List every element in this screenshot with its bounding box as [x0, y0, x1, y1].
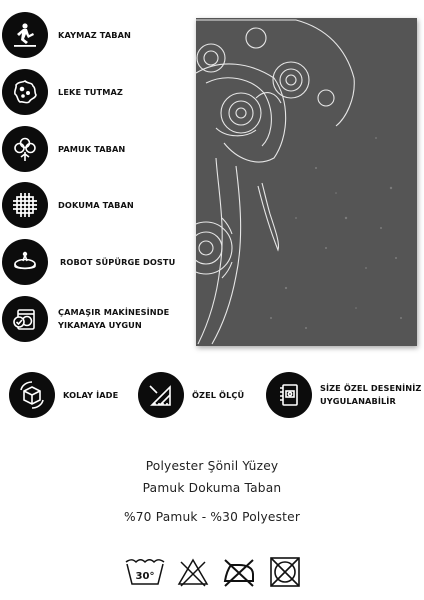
elephant-mandala-rug-image	[196, 18, 417, 346]
feature-cotton	[2, 126, 125, 172]
robot-vacuum-icon	[2, 239, 48, 285]
feature-label: KOLAY İADE	[63, 389, 119, 400]
do-not-bleach-icon	[176, 556, 210, 588]
material-base-text: Pamuk Dokuma Taban	[142, 481, 282, 495]
wash-30-icon	[124, 556, 166, 588]
stain-resistant-icon	[2, 69, 48, 115]
feature-label: LEKE TUTMAZ	[58, 86, 123, 97]
feature-custom-size	[138, 372, 244, 418]
feature-label: DOKUMA TABAN	[58, 199, 134, 210]
feature-anti-slip	[2, 12, 131, 58]
do-not-tumble-dry-icon	[268, 556, 302, 588]
cotton-icon	[2, 126, 48, 172]
feature-easy-return	[9, 372, 118, 418]
do-not-iron-icon	[221, 556, 257, 588]
feature-stain-resistant	[2, 69, 123, 115]
custom-design-icon	[266, 372, 312, 418]
woven-pattern-icon	[2, 182, 48, 228]
feature-label: PAMUK TABAN	[58, 143, 126, 154]
feature-washing-machine	[2, 296, 169, 342]
material-surface-text: Polyester Şönil Yüzey	[145, 459, 279, 473]
feature-label: SİZE ÖZEL DESENİNİZ UYGULANABİLİR	[320, 383, 422, 406]
feature-custom-design	[266, 372, 421, 418]
composition-text: %70 Pamuk - %30 Polyester	[123, 510, 301, 524]
easy-return-box-icon	[9, 372, 55, 418]
custom-size-ruler-icon	[138, 372, 184, 418]
washing-machine-icon	[2, 296, 48, 342]
wash-temperature: 30°	[135, 571, 155, 582]
feature-label: ÖZEL ÖLÇÜ	[192, 389, 245, 400]
feature-woven	[2, 182, 134, 228]
feature-robot-vacuum	[2, 239, 175, 285]
feature-label: ROBOT SÜPÜRGE DOSTU	[60, 256, 176, 267]
feature-label: KAYMAZ TABAN	[58, 29, 132, 40]
feature-label: ÇAMAŞIR MAKİNESİNDE YIKAMAYA UYGUN	[58, 307, 170, 330]
anti-slip-icon	[2, 12, 48, 58]
